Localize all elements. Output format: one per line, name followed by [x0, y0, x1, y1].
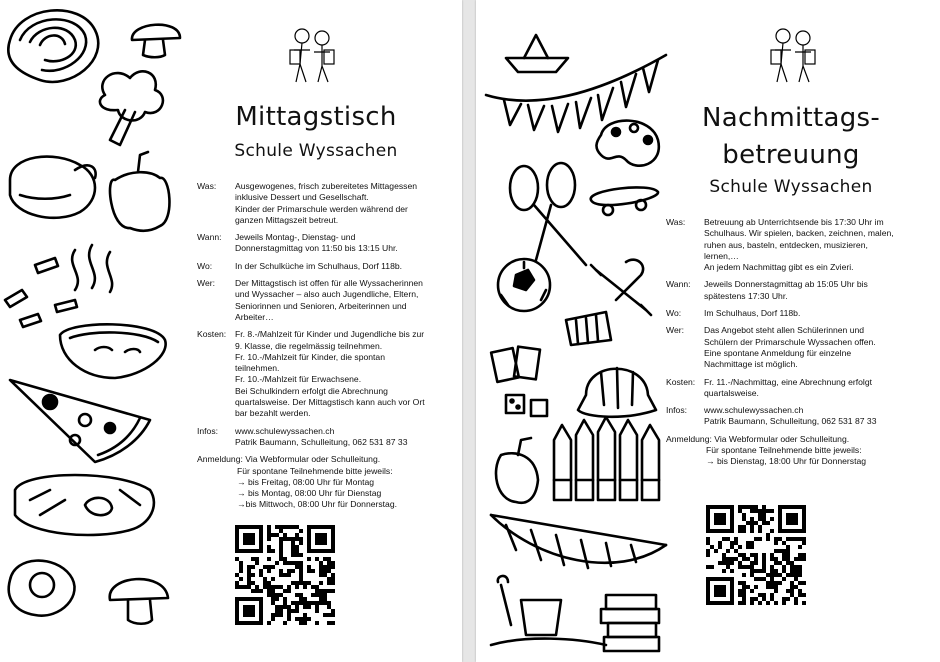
- text-line: 9. Klasse, die regelmässig teilnehmen.: [235, 340, 383, 351]
- pizza-slice-icon: [10, 380, 150, 462]
- row-wo: [666, 308, 934, 319]
- text-line: → bis Montag, 08:00 Uhr für Dienstag: [237, 488, 382, 499]
- dice-cards-icon: [491, 347, 547, 416]
- text-line: Schulhaus. Wir spielen, backen, zeichnen, malen,: [704, 228, 894, 239]
- row-label: Infos:: [197, 425, 219, 436]
- text-line: Schülern der Primarschule Wyssachen offen.: [704, 336, 876, 347]
- school-kids-logo: [767, 24, 819, 91]
- row-was: [666, 217, 934, 273]
- text-line: Patrik Baumann, Schulleitung, 062 531 87 33: [235, 436, 408, 447]
- sand-bucket-icon: [491, 576, 606, 645]
- text-line: → bis Dienstag, 18:00 Uhr für Donnerstag: [706, 456, 867, 467]
- row-value: [704, 325, 934, 370]
- row-label: Kosten:: [666, 376, 696, 387]
- text-line: Patrik Baumann, Schulleitung, 062 531 87 33: [704, 416, 877, 427]
- anmeldung-lines: [666, 445, 934, 468]
- text-line: Nachmittage ist möglich.: [704, 359, 798, 370]
- text-line: Arbeiter…: [235, 311, 274, 322]
- books-icon: [601, 595, 659, 651]
- text-line: Jeweils Montag-, Dienstag- und: [235, 232, 356, 243]
- row-value: [235, 261, 459, 272]
- text-line: spätestens 17:30 Uhr.: [704, 290, 788, 301]
- info-block: [666, 217, 934, 468]
- website-link[interactable]: www.schulewyssachen.ch: [235, 425, 335, 436]
- text-line: quartalsweise. Der Mittagstisch kann auch vor Ort: [235, 397, 425, 408]
- row-value: [704, 377, 934, 400]
- website-link[interactable]: www.schulewyssachen.ch: [704, 405, 804, 416]
- anmeldung-head: Anmeldung: Via Webformular oder Schulleitung.: [666, 433, 850, 444]
- text-line: In der Schulküche im Schulhaus, Dorf 118b.: [235, 260, 403, 271]
- text-line: Fr. 10.-/Mahlzeit für Erwachsene.: [235, 374, 362, 385]
- page-title-line-1: Nachmittags-: [701, 103, 881, 133]
- flyer-nachmittagsbetreuung: [476, 0, 940, 662]
- skateboard-icon: [591, 187, 658, 215]
- anmeldung-block: [197, 454, 459, 510]
- text-line: teilnehmen.: [235, 363, 280, 374]
- hammock-icon: [491, 515, 666, 568]
- info-block: [197, 181, 459, 511]
- row-value: [704, 279, 934, 302]
- page-title: Mittagstisch: [235, 102, 397, 132]
- row-was: [197, 181, 459, 226]
- text-line: und Wyssacher – also auch Jugendliche, Eltern,: [235, 289, 419, 300]
- shuttlecock-icon: [566, 312, 611, 345]
- row-kosten: [666, 377, 934, 400]
- row-label: Infos:: [666, 405, 688, 416]
- paper-boat-icon: [506, 35, 568, 72]
- row-label: Wer:: [666, 325, 684, 336]
- row-value: [704, 405, 934, 428]
- soup-bowl-icon: [60, 324, 166, 378]
- pudding-icon: [578, 368, 656, 417]
- text-line: Für spontane Teilnehmende bitte jeweils:: [237, 465, 393, 476]
- row-wer: [666, 325, 934, 370]
- text-line: →bis Mittwoch, 08:00 Uhr für Donnerstag.: [237, 499, 398, 510]
- mushroom-bottom-icon: [110, 579, 168, 624]
- text-line: lernen,…: [704, 250, 739, 261]
- anmeldung-block: [666, 434, 934, 468]
- scissors-icon: [510, 163, 586, 265]
- text-line: Donnerstagmittag von 11:50 bis 13:15 Uhr.: [235, 243, 398, 254]
- row-label: Wann:: [666, 279, 691, 290]
- text-line: Jeweils Donnerstagmittag ab 15:05 Uhr bis: [704, 279, 868, 290]
- text-line: Bei Schulkindern erfolgt die Abrechnung: [235, 385, 388, 396]
- broccoli-icon: [100, 71, 163, 145]
- text-line: Im Schulhaus, Dorf 118b.: [704, 308, 801, 319]
- fried-egg-icon: [9, 561, 75, 616]
- text-line: bar bezahlt werden.: [235, 408, 311, 419]
- row-value: [235, 426, 459, 449]
- row-wo: [197, 261, 459, 272]
- row-value: [235, 232, 459, 255]
- text-line: Eine spontane Anmeldung für einzelne: [704, 347, 852, 358]
- row-infos: [197, 426, 459, 449]
- row-label: Was:: [197, 181, 217, 191]
- row-kosten: [197, 329, 459, 419]
- school-kids-logo: [286, 24, 338, 91]
- text-line: Für spontane Teilnehmende bitte jeweils:: [706, 445, 862, 456]
- text-line: ruhen aus, basteln, entdecken, musizieren,: [704, 239, 868, 250]
- paint-palette-icon: [596, 121, 658, 166]
- row-value: [704, 308, 934, 319]
- qr-code[interactable]: [235, 525, 335, 625]
- row-wann: [666, 279, 934, 302]
- mushroom-icon: [132, 25, 180, 58]
- row-label: Wo:: [666, 308, 682, 319]
- text-line: → bis Freitag, 08:00 Uhr für Montag: [237, 476, 375, 487]
- text-line: Der Mittagstisch ist offen für alle Wyssacherinnen: [235, 278, 423, 289]
- text-line: An jedem Nachmittag gibt es ein Zvieri.: [704, 262, 854, 273]
- anmeldung-lines: [197, 466, 459, 511]
- row-wann: [197, 232, 459, 255]
- page-subtitle: Schule Wyssachen: [709, 177, 873, 197]
- row-infos: [666, 405, 934, 428]
- food-illustrations: [0, 0, 190, 662]
- row-label: Wo:: [197, 260, 213, 271]
- anmeldung-head: Anmeldung: Via Webformular oder Schulleitung.: [197, 454, 381, 465]
- text-line: Das Angebot steht allen Schülerinnen und: [704, 325, 865, 336]
- row-value: [704, 217, 934, 273]
- text-line: Fr. 10.-/Mahlzeit für Kinder, die spontan: [235, 351, 385, 362]
- apple-icon: [496, 438, 538, 503]
- page-subtitle: Schule Wyssachen: [234, 141, 398, 161]
- row-value: [235, 278, 459, 323]
- text-line: Ausgewogenes, frisch zubereitetes Mittagessen: [235, 181, 418, 191]
- soccer-ball-icon: [498, 259, 550, 311]
- qr-code[interactable]: [706, 505, 806, 605]
- row-value: [235, 329, 459, 419]
- activity-illustrations: [476, 0, 676, 662]
- row-wer: [197, 278, 459, 323]
- steak-icon: [15, 475, 154, 535]
- text-line: quartalsweise.: [704, 387, 759, 398]
- bell-pepper-icon: [110, 152, 169, 231]
- text-line: inklusive Dessert und Gesellschaft.: [235, 192, 369, 203]
- page-title-line-2: betreuung: [722, 140, 860, 170]
- row-label: Kosten:: [197, 329, 227, 340]
- rolling-pin-icon: [591, 260, 651, 315]
- row-value: [235, 181, 459, 226]
- pasta-icon: [8, 10, 98, 82]
- row-label: Wann:: [197, 232, 222, 243]
- flyer-mittagstisch: [0, 0, 462, 662]
- row-label: Was:: [666, 217, 686, 227]
- crayons-icon: [554, 417, 659, 500]
- text-line: Seniorinnen und Senioren, Arbeiterinnen und: [235, 300, 407, 311]
- row-label: Wer:: [197, 278, 215, 289]
- text-line: ganzen Mittagszeit betreut.: [235, 214, 339, 225]
- text-line: Fr. 11.-/Nachmittag, eine Abrechnung erfolgt: [704, 376, 872, 387]
- text-line: Betreuung ab Unterrichtsende bis 17:30 Uhr im: [704, 217, 884, 227]
- text-line: Kinder der Primarschule werden während der: [235, 203, 408, 214]
- roast-chicken-icon: [10, 157, 96, 218]
- text-line: Fr. 8.-/Mahlzeit für Kinder und Jugendliche bis zur: [235, 329, 425, 340]
